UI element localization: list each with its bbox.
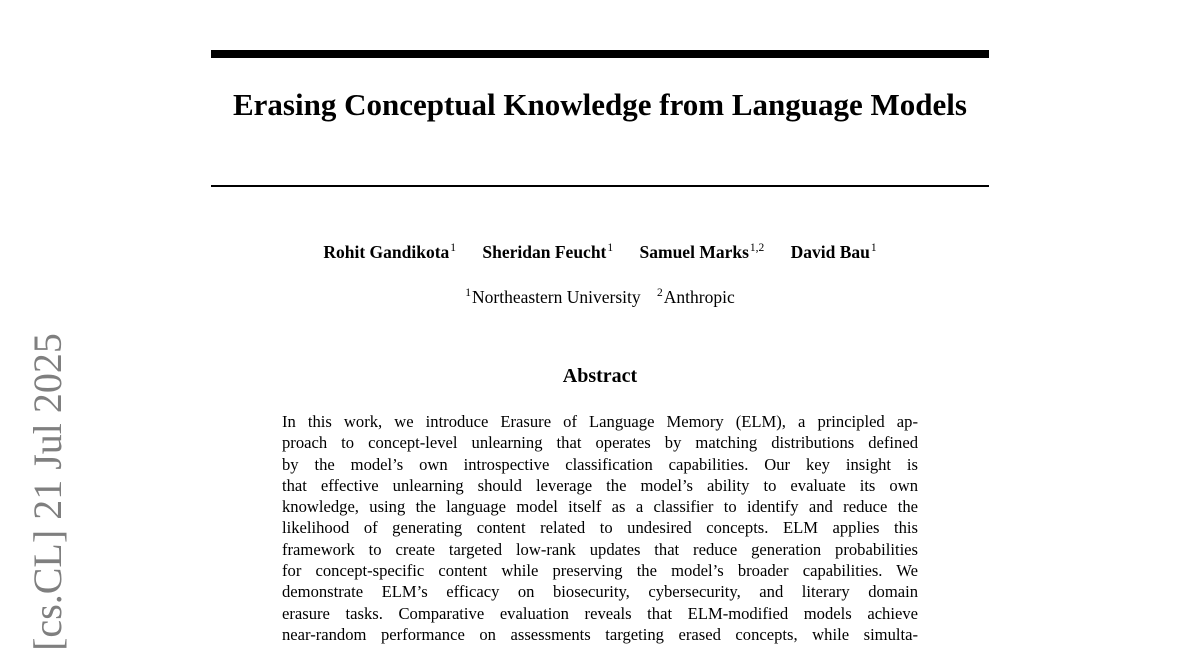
arxiv-side-stamp: [cs.CL] 21 Jul 2025 (25, 333, 70, 651)
author-name: Rohit Gandikota (323, 242, 450, 262)
abstract-line: demonstrate ELM’s efficacy on biosecurity, cybersecurity, and literary domain (282, 582, 918, 602)
author (640, 241, 765, 266)
affiliation-name: Anthropic (663, 287, 735, 307)
abstract-line: In this work, we introduce Erasure of Language Memory (ELM), a principled ap- (282, 412, 918, 431)
abstract-line: likelihood of generating content related to undesired concepts. ELM applies this (282, 518, 918, 538)
author-affil-mark: 1 (450, 242, 457, 254)
abstract-heading: Abstract (562, 365, 638, 387)
title-bottom-rule (211, 185, 989, 187)
affiliation-name: Northeastern University (472, 287, 641, 307)
author-list (0, 241, 1200, 266)
affiliation (465, 286, 640, 311)
abstract-line: proach to concept-level unlearning that operates by matching distributions defined (282, 433, 918, 453)
author-affil-mark: 1 (870, 242, 877, 254)
abstract-line: that effective unlearning should leverage the model’s ability to evaluate its own (282, 475, 918, 495)
author (323, 241, 456, 266)
abstract-body (282, 411, 918, 645)
abstract-line: near-random performance on assessments targeting erased concepts, while simulta- (282, 624, 918, 644)
affiliation-mark: 2 (657, 287, 663, 299)
author (791, 241, 877, 266)
author (482, 241, 613, 266)
abstract-line: framework to create targeted low-rank updates that reduce generation probabilities (282, 539, 918, 559)
paper-title: Erasing Conceptual Knowledge from Language Models (233, 87, 967, 122)
author-name: Samuel Marks (639, 242, 749, 262)
author-name: David Bau (790, 242, 870, 262)
abstract-line: by the model’s own introspective classification capabilities. Our key insight is (282, 454, 918, 474)
author-name: Sheridan Feucht (482, 242, 607, 262)
affiliation-list (0, 286, 1200, 311)
author-affil-mark: 1 (607, 242, 614, 254)
abstract-line: erasure tasks. Comparative evaluation reveals that ELM-modified models achieve (282, 603, 918, 623)
affiliation (657, 286, 735, 311)
abstract-line: knowledge, using the language model itself as a classifier to identify and reduce the (282, 497, 918, 517)
affiliation-mark: 1 (465, 287, 471, 299)
title-top-rule (211, 50, 989, 58)
author-affil-mark: 1,2 (749, 242, 765, 254)
abstract-line: for concept-specific content while preserving the model’s broader capabilities. We (282, 561, 918, 581)
